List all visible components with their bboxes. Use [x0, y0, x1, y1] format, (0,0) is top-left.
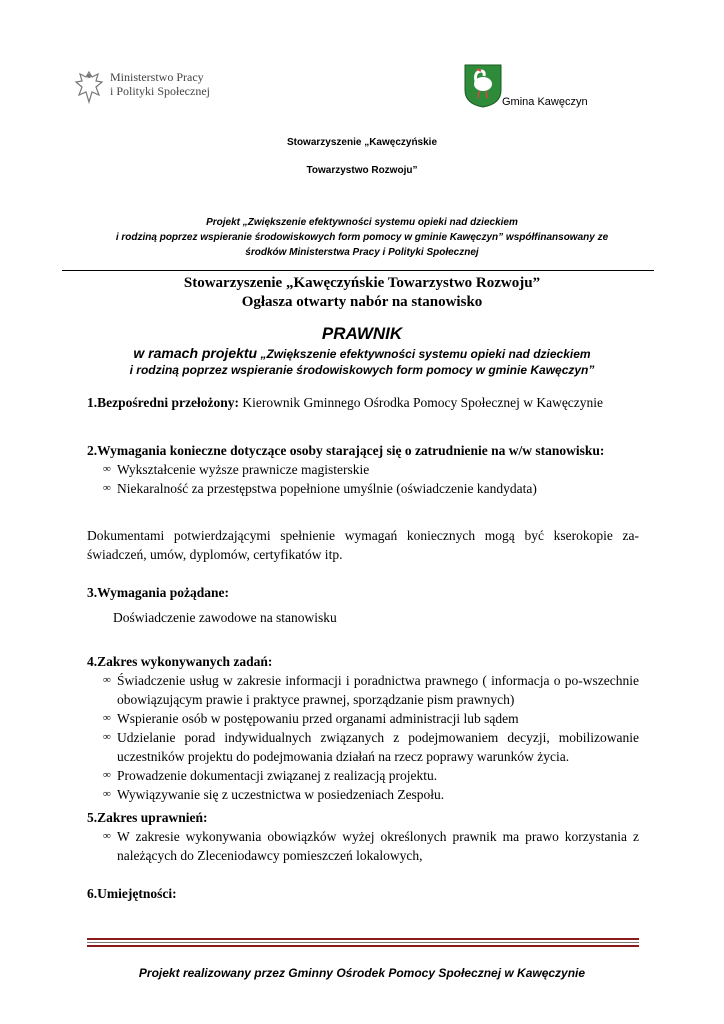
- bullet-icon: ∞: [103, 731, 111, 743]
- bullet-icon: ∞: [103, 769, 111, 781]
- project-sub-line1: „Zwiększenie efektywności systemu opieki nad dzieckiem: [257, 347, 591, 361]
- association-line1: Stowarzyszenie „Kawęczyńskie: [286, 137, 438, 148]
- section-4-label: 4.Zakres wykonywanych zadań:: [87, 654, 273, 669]
- section-rights: [87, 808, 639, 865]
- bullet-icon: ∞: [103, 463, 111, 475]
- project-line3: środków Ministerstwa Pracy i Polityki Społecznej: [245, 247, 479, 258]
- documents-note: Dokumentami potwierdzającymi spełnienie wymagań koniecznych mogą być kserokopie za-świadczeń, umów, dyplomów, certyfikatów itp.: [87, 528, 639, 562]
- announcement-subtitle: Ogłasza otwarty nabór na stanowisko: [241, 294, 483, 310]
- ministry-logo: [74, 68, 234, 112]
- bullet-icon: ∞: [103, 830, 111, 842]
- section-supervisor: [87, 393, 639, 412]
- bullet-icon: ∞: [103, 482, 111, 494]
- section-6-label: 6.Umiejętności:: [87, 886, 177, 901]
- project-line2: i rodziną poprzez wspieranie środowiskowych form pomocy w gminie Kawęczyn” współfinansowany ze: [115, 232, 609, 243]
- list-item: ∞ Prowadzenie dokumentacji związanej z realizacją projektu.: [103, 768, 438, 783]
- header-divider: [62, 270, 654, 271]
- gmina-name: Gmina Kawęczyn: [502, 96, 588, 108]
- project-subtitle: [0, 345, 724, 378]
- section-requirements: [87, 441, 639, 498]
- list-item: ∞ Wspieranie osób w postępowaniu przed organami administracji lub sądem: [103, 711, 519, 726]
- list-item: ∞ Wykształcenie wyższe prawnicze magisterskie: [103, 462, 370, 477]
- gmina-logo: [464, 64, 604, 112]
- eagle-icon: [74, 68, 104, 106]
- section-5-label: 5.Zakres uprawnień:: [87, 810, 208, 825]
- section-3-text: Doświadczenie zawodowe na stanowisku: [113, 610, 337, 625]
- list-item: ∞ Świadczenie usług w zakresie informacji i poradnictwa prawnego ( informacja o po-wszechnie obowiązującym prawie i praktyce prawnej, sporządzanie pism prawnych): [103, 673, 639, 707]
- footer-divider: [87, 938, 639, 949]
- association-line2: Towarzystwo Rozwoju”: [306, 165, 418, 176]
- section-1-label: 1.Bezpośredni przełożony:: [87, 395, 239, 410]
- section-3-label: 3.Wymagania pożądane:: [87, 585, 230, 600]
- list-item: ∞ Wywiązywanie się z uczestnictwa w posiedzeniach Zespołu.: [103, 787, 445, 802]
- project-lead: w ramach projektu: [133, 345, 258, 361]
- project-sub-line2: i rodziną poprzez wspieranie środowiskowych form pomocy w gminie Kawęczyn”: [129, 363, 595, 377]
- footer-text: Projekt realizowany przez Gminny Ośrodek Pomocy Społecznej w Kawęczynie: [138, 966, 586, 980]
- section-2-label: 2.Wymagania konieczne dotyczące osoby starającej się o zatrudnienie na w/w stanowisku:: [87, 443, 605, 458]
- project-line1: Projekt „Zwiększenie efektywności systemu opieki nad dzieckiem: [206, 217, 518, 228]
- announcement-title: Stowarzyszenie „Kawęczyńskie Towarzystwo Rozwoju”: [183, 275, 541, 291]
- bullet-icon: ∞: [103, 674, 111, 686]
- bullet-icon: ∞: [103, 712, 111, 724]
- project-description: [0, 215, 724, 260]
- list-item: ∞ W zakresie wykonywania obowiązków wyżej określonych prawnik ma prawo korzystania z należących do Zleceniodawcy pomieszczeń lokalowych,: [103, 829, 639, 863]
- list-item: ∞ Niekaralność za przestępstwa popełnione umyślnie (oświadczenie kandydata): [103, 481, 537, 496]
- ministry-name-line1: Ministerstwo Pracy: [110, 70, 204, 84]
- section-1-text: Kierownik Gminnego Ośrodka Pomocy Społecznej w Kawęczynie: [239, 395, 604, 410]
- position-title: PRAWNIK: [321, 324, 403, 343]
- crest-icon: [464, 64, 502, 108]
- section-tasks: [87, 652, 639, 804]
- section-desired: [87, 583, 639, 602]
- ministry-name-line2: i Polityki Społecznej: [110, 84, 210, 98]
- section-skills: [87, 884, 639, 903]
- bullet-icon: ∞: [103, 788, 111, 800]
- list-item: ∞ Udzielanie porad indywidualnych związanych z podejmowaniem decyzji, mobilizowanie uczestników projektu do podejmowania działań na rzecz poprawy warunków życia.: [103, 730, 639, 764]
